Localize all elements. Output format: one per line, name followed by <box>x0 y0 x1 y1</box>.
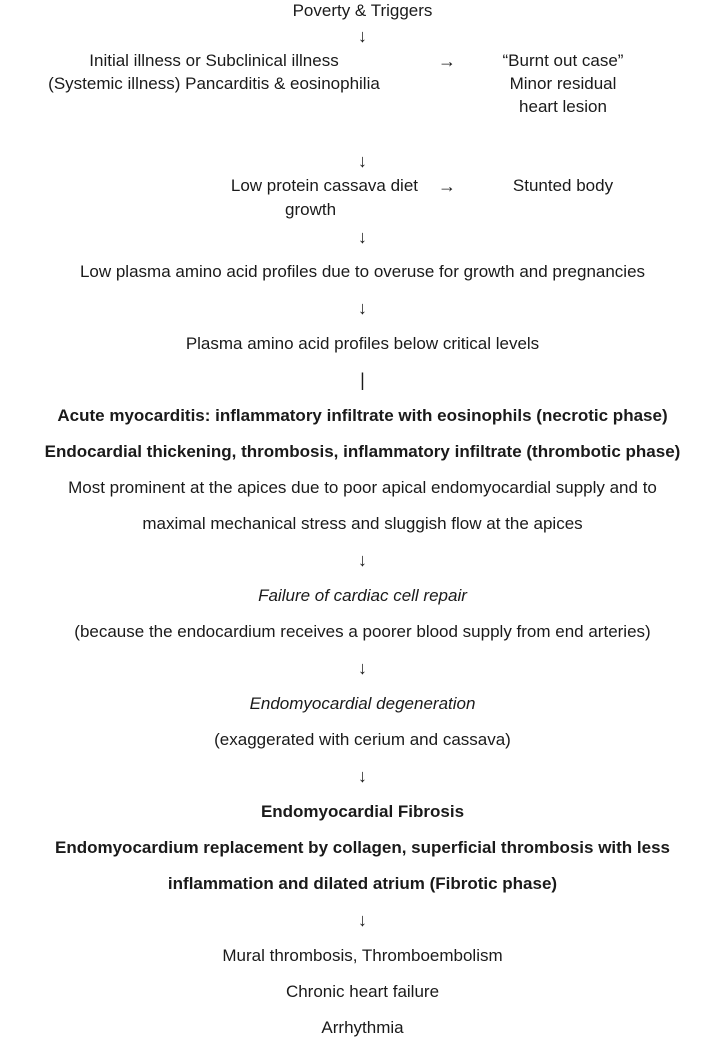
down-arrow-icon: ↓ <box>358 910 367 930</box>
right-arrow-icon: → <box>438 51 456 71</box>
node-acute-myocarditis: Acute myocarditis: inflammatory infiltrate with eosinophils (necrotic phase) <box>57 406 668 425</box>
node-below-critical-levels: Plasma amino acid profiles below critical levels <box>185 334 540 353</box>
node-low-protein-diet <box>190 176 436 196</box>
node-burnt-out-case <box>478 51 648 117</box>
node-burnt-out-line3: heart lesion <box>519 97 607 116</box>
node-arrhythmia: Arrhythmia <box>321 1018 404 1037</box>
node-poverty-triggers: Poverty & Triggers <box>292 1 433 20</box>
down-arrow-icon: ↓ <box>358 151 367 171</box>
node-low-plasma-amino-acid: Low plasma amino acid profiles due to overuse for growth and pregnancies <box>79 262 646 281</box>
node-endomyocardial-degeneration: Endomyocardial degeneration <box>249 694 476 713</box>
node-chronic-heart-failure: Chronic heart failure <box>285 982 440 1001</box>
node-burnt-out-line2: Minor residual <box>509 74 617 93</box>
node-degeneration-note: (exaggerated with cerium and cassava) <box>214 730 511 749</box>
node-endocardial-thickening: Endocardial thickening, thrombosis, inflammatory infiltrate (thrombotic phase) <box>44 442 681 461</box>
node-initial-illness-line1: Initial illness or Subclinical illness <box>89 51 339 70</box>
node-low-protein-line2: growth <box>285 200 337 219</box>
down-arrow-icon: ↓ <box>358 26 367 46</box>
node-initial-illness <box>22 51 406 94</box>
down-arrow-icon: ↓ <box>358 766 367 786</box>
down-arrow-icon: ↓ <box>358 550 367 570</box>
bar-connector-icon: | <box>360 370 365 390</box>
down-arrow-icon: ↓ <box>358 227 367 247</box>
node-emf-desc-line1: Endomyocardium replacement by collagen, superficial thrombosis with less <box>55 838 670 857</box>
node-failure-repair-note: (because the endocardium receives a poorer blood supply from end arteries) <box>74 622 651 641</box>
node-stunted-body: Stunted body <box>512 176 614 195</box>
right-arrow-icon: → <box>438 176 456 196</box>
node-initial-illness-line2: (Systemic illness) Pancarditis & eosinophilia <box>48 74 380 93</box>
node-low-protein-line1: Low protein cassava diet <box>230 176 418 195</box>
node-failure-cell-repair: Failure of cardiac cell repair <box>258 586 467 605</box>
node-endomyocardial-fibrosis: Endomyocardial Fibrosis <box>260 802 465 821</box>
node-apices-line2: maximal mechanical stress and sluggish flow at the apices <box>142 514 583 533</box>
node-emf-desc-line2: inflammation and dilated atrium (Fibrotic phase) <box>167 874 558 893</box>
node-mural-thrombosis: Mural thrombosis, Thromboembolism <box>222 946 503 965</box>
node-burnt-out-line1: “Burnt out case” <box>502 51 624 70</box>
down-arrow-icon: ↓ <box>358 298 367 318</box>
node-apices-line1: Most prominent at the apices due to poor apical endomyocardial supply and to <box>68 478 657 497</box>
down-arrow-icon: ↓ <box>358 658 367 678</box>
